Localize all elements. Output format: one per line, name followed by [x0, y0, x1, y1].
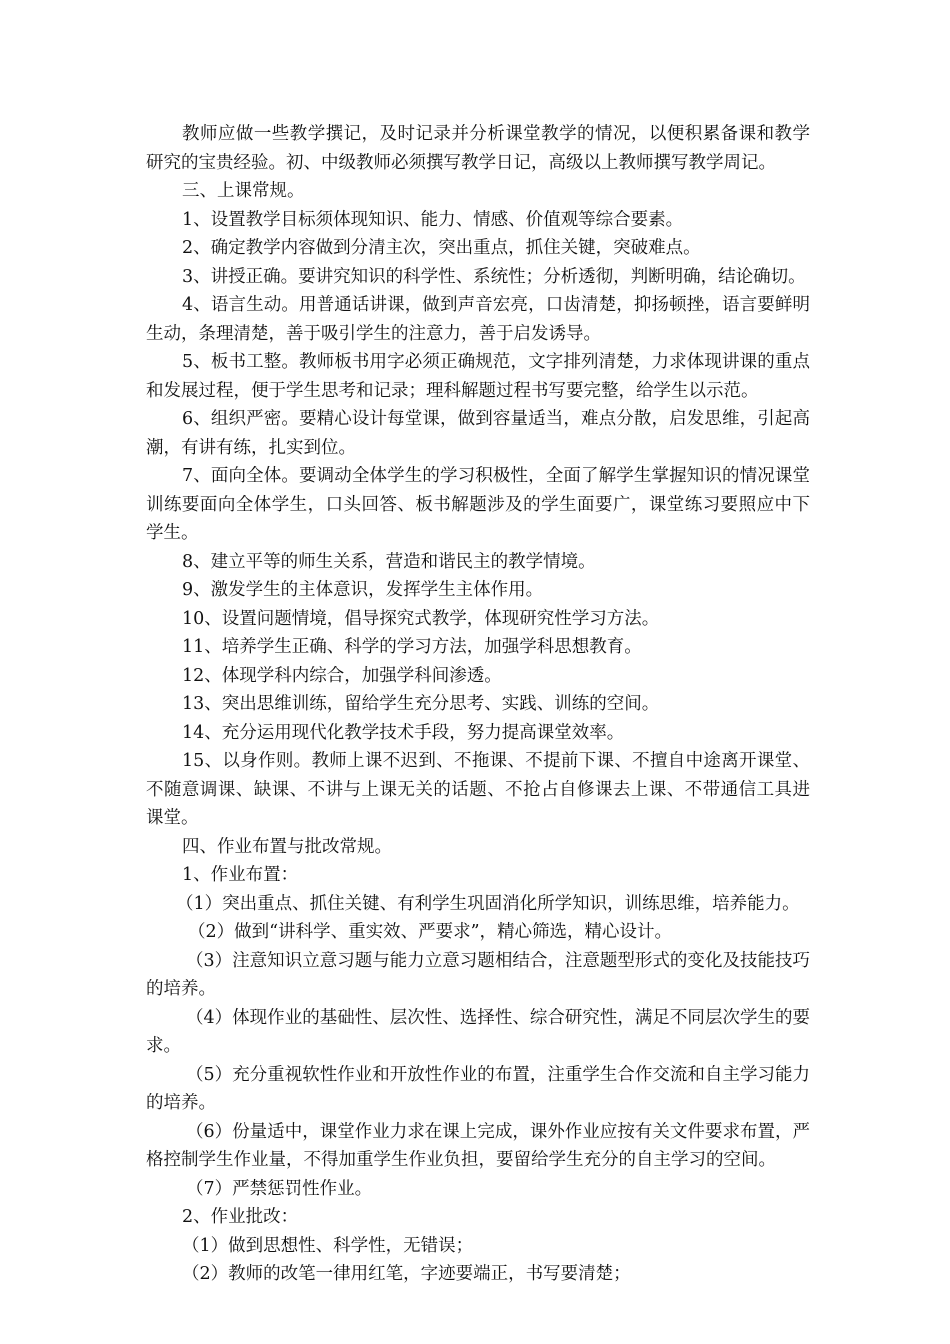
list-item-10: 10、设置问题情境，倡导探究式教学，体现研究性学习方法。: [182, 608, 660, 629]
list-item-9: 9、激发学生的主体意识，发挥学生主体作用。: [182, 580, 544, 600]
paragraph-teaching-notes: 教师应做一些教学撰记，及时记录并分析课堂教学的情况，以便积累备课和教学研究的宝贵经验。初、中级教师必须撰写教学日记，高级以上教师撰写教学周记。: [146, 124, 810, 173]
list-item-2: 2、确定教学内容做到分清主次，突出重点，抓住关键，突破难点。: [182, 238, 701, 258]
list-item-8: 8、建立平等的师生关系，营造和谐民主的教学情境。: [182, 551, 596, 572]
list-item-1: 1、设置教学目标须体现知识、能力、情感、价值观等综合要素。: [182, 209, 684, 230]
list-item-6: 6、组织严密。要精心设计每堂课，做到容量适当，难点分散，启发思维，引起高潮，有讲有练，扎实到位。: [146, 409, 810, 458]
list-item-4: 4、语言生动。用普通话讲课，做到声音宏亮，口齿清楚，抑扬顿挫，语言要鲜明生动，条理清楚，善于吸引学生的注意力，善于启发诱导。: [146, 295, 810, 344]
list-item-13: 13、突出思维训练，留给学生充分思考、实践、训练的空间。: [182, 694, 660, 714]
document-body: [146, 120, 810, 1289]
assignment-item-7: （7）严禁惩罚性作业。: [186, 1178, 373, 1199]
subheading-homework-grading: 2、作业批改：: [182, 1207, 299, 1227]
section-heading-homework: 四、作业布置与批改常规。: [182, 836, 392, 857]
grading-item-2: （2）教师的改笔一律用红笔，字迹要端正，书写要清楚；: [182, 1264, 631, 1284]
list-item-3: 3、讲授正确。要讲究知识的科学性、系统性；分析透彻，判断明确，结论确切。: [182, 266, 806, 287]
list-item-5: 5、板书工整。教师板书用字必须正确规范，文字排列清楚，力求体现讲课的重点和发展过程，便于学生思考和记录；理科解题过程书写要完整，给学生以示范。: [146, 352, 810, 401]
list-item-11: 11、培养学生正确、科学的学习方法，加强学科思想教育。: [182, 637, 642, 657]
list-item-15: 15、以身作则。教师上课不迟到、不拖课、不提前下课、不擅自中途离开课堂、不随意调课、缺课、不讲与上课无关的话题、不抢占自修课去上课、不带通信工具进课堂。: [146, 751, 810, 828]
list-item-12: 12、体现学科内综合，加强学科间渗透。: [182, 665, 502, 686]
assignment-item-6: （6）份量适中，课堂作业力求在课上完成，课外作业应按有关文件要求布置，严格控制学生作业量，不得加重学生作业负担，要留给学生充分的自主学习的空间。: [146, 1121, 810, 1170]
subheading-homework-assignment: 1、作业布置：: [182, 865, 299, 885]
list-item-7: 7、面向全体。要调动全体学生的学习积极性，全面了解学生掌握知识的情况课堂训练要面向全体学生，口头回答、板书解题涉及的学生面要广，课堂练习要照应中下学生。: [146, 466, 810, 543]
grading-item-1: （1）做到思想性、科学性，无错误；: [182, 1235, 474, 1256]
list-item-14: 14、充分运用现代化教学技术手段，努力提高课堂效率。: [182, 722, 625, 743]
assignment-item-4: （4）体现作业的基础性、层次性、选择性、综合研究性，满足不同层次学生的要求。: [146, 1007, 810, 1056]
assignment-item-5: （5）充分重视软性作业和开放性作业的布置，注重学生合作交流和自主学习能力的培养。: [146, 1064, 810, 1113]
assignment-item-2: （2）做到“讲科学、重实效、严要求”，精心筛选，精心设计。: [188, 922, 673, 942]
assignment-item-1: （1）突出重点、抓住关键、有利学生巩固消化所学知识，训练思维，培养能力。: [176, 893, 800, 914]
assignment-item-3: （3）注意知识立意习题与能力立意习题相结合，注意题型形式的变化及技能技巧的培养。: [146, 950, 810, 999]
section-heading-class-routine: 三、上课常规。: [182, 181, 305, 201]
